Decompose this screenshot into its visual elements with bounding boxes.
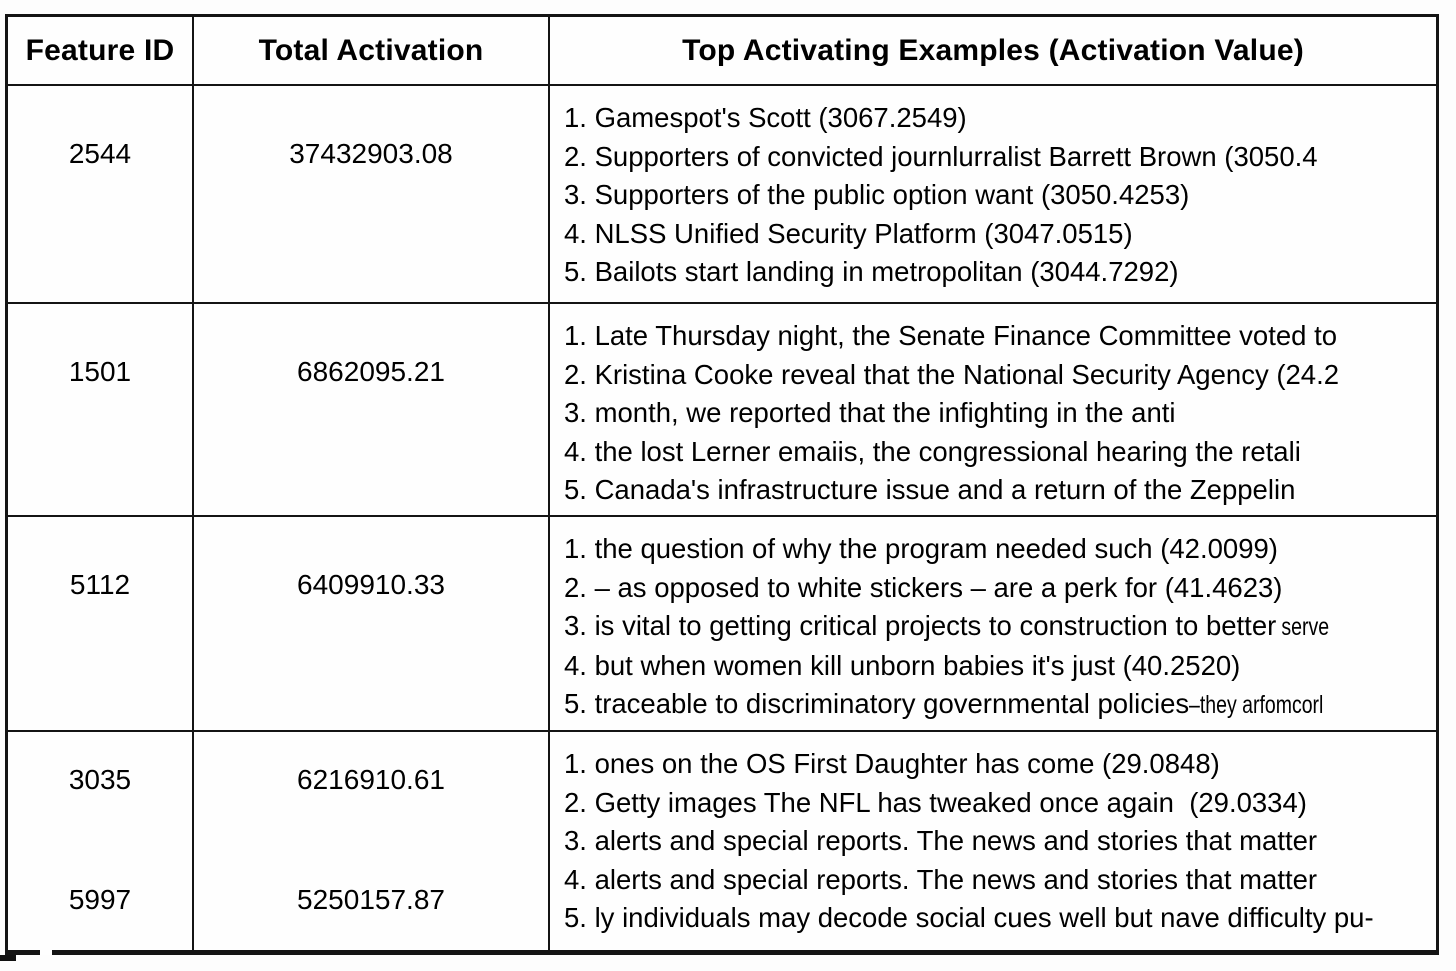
examples-cell [550,304,1436,515]
example-text: 4. NLSS Unified Security Platform (3047.0515) [564,217,1133,249]
total-activation-cell [194,732,550,950]
total-activation-value: 6862095.21 [297,356,445,387]
total-activation-cell [194,304,550,515]
example-line [564,647,1436,686]
example-line [564,356,1436,395]
table-row [8,304,1436,517]
example-line [564,394,1436,433]
table-row [8,517,1436,732]
example-text: 2. Supporters of convicted journlurralist Barrett Brown (3050.4 [564,140,1318,172]
example-line [564,176,1436,215]
example-text: 5. Canada's infrastructure issue and a return of the Zeppelin [564,474,1296,506]
feature-id-cell [8,304,194,515]
example-text: 4. the lost Lerner emaiis, the congressional hearing the retali [564,435,1301,467]
example-line [564,215,1436,254]
example-text: 2. Getty images The NFL has tweaked once again (29.0334) [564,786,1307,818]
feature-activation-table [5,14,1439,955]
example-line [564,317,1436,356]
feature-id-value: 5997 [68,884,132,915]
example-line [564,745,1436,784]
total-activation-cell [194,86,550,302]
example-text: 3. Supporters of the public option want (3050.4253) [564,179,1190,211]
example-text: 5. ly individuals may decode social cues well but nave difficulty pu- [564,902,1374,934]
example-text: 1. Late Thursday night, the Senate Finance Committee voted to [564,320,1338,351]
example-text: 4. alerts and special reports. The news and stories that matter [564,863,1318,895]
example-tail: –they arfomcorl [1189,691,1324,720]
feature-id-value: 2544 [68,138,132,169]
total-activation-value: 6409910.33 [297,569,445,600]
feature-id-value: 5112 [69,569,131,600]
total-activation-value: 5250157.87 [297,884,445,915]
header-feature-id: Feature ID [8,17,194,84]
example-line [564,685,1436,725]
feature-id-cell [8,86,194,302]
example-text: 2. Kristina Cooke reveal that the National Security Agency (24.2 [564,358,1340,390]
total-activation-value: 37432903.08 [289,138,453,169]
example-line [564,822,1436,861]
example-line [564,784,1436,823]
header-top-activating-examples: Top Activating Examples (Activation Value) [682,33,1304,67]
example-line [564,138,1436,177]
example-line [564,433,1436,472]
examples-cell [550,517,1436,730]
examples-cell [550,732,1436,950]
example-text: 1. the question of why the program needed such (42.0099) [564,533,1278,564]
example-line [564,607,1436,647]
example-line [564,899,1436,938]
example-text: 4. but when women kill unborn babies it's just (40.2520) [564,649,1241,681]
example-text: 1. Gamespot's Scott (3067.2549) [564,102,967,133]
feature-id-value: 1501 [68,356,132,387]
header-total-activation: Total Activation [194,17,550,84]
example-line [564,253,1436,292]
example-line [564,530,1436,569]
example-line [564,861,1436,900]
table-header-row [8,17,1436,86]
feature-id-cell [8,732,194,950]
total-activation-cell [194,517,550,730]
example-text: 1. ones on the OS First Daughter has come (29.0848) [564,748,1220,779]
example-line [564,99,1436,138]
example-line [564,569,1436,608]
table-row [8,86,1436,304]
feature-id-cell [8,517,194,730]
scan-artifact-border-gap [40,950,52,955]
examples-cell [550,86,1436,302]
example-line [564,471,1436,510]
total-activation-value: 6216910.61 [297,764,445,795]
example-text: 2. – as opposed to white stickers – are a perk for (41.4623) [564,571,1283,603]
example-text: 3. alerts and special reports. The news and stories that matter [564,825,1318,857]
table-row [8,732,1436,952]
example-text: 5. Bailots start landing in metropolitan (3044.7292) [564,256,1179,288]
scan-artifact-tick [0,955,16,961]
example-tail: serve [1276,613,1330,642]
example-text: 5. traceable to discriminatory governmental policies [564,688,1190,720]
feature-id-value: 3035 [68,764,132,795]
example-text: 3. is vital to getting critical projects to construction to better [564,610,1277,642]
example-text: 3. month, we reported that the infighting in the anti [564,397,1176,429]
